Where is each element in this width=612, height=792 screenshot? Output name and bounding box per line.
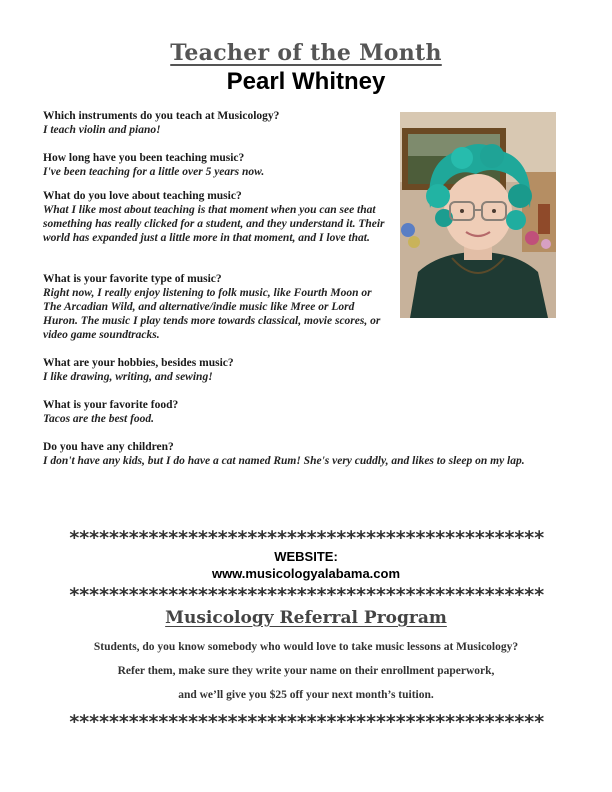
answer: I like drawing, writing, and sewing! xyxy=(43,371,213,383)
referral-text: and we’ll give you $25 off your next month’s tuition. xyxy=(178,689,434,701)
qa-item xyxy=(43,151,391,179)
question: What are your hobbies, besides music? xyxy=(43,357,234,369)
teacher-photo xyxy=(400,112,556,318)
question: How long have you been teaching music? xyxy=(43,152,245,164)
question: Do you have any children? xyxy=(43,441,174,453)
star-divider: ************************************************ xyxy=(68,585,544,605)
qa-item xyxy=(43,398,553,426)
question: What is your favorite type of music? xyxy=(43,273,222,285)
answer: What I like most about teaching is that moment when you can see that something has really clicked for a student, and they understand it. Their world has expanded just a little more in that moment, and I love that. xyxy=(43,204,385,244)
answer: I've been teaching for a little over 5 years now. xyxy=(43,166,265,178)
website-url[interactable]: www.musicologyalabama.com xyxy=(211,566,401,581)
question: Which instruments do you teach at Musicology? xyxy=(43,110,280,122)
referral-text: Students, do you know somebody who would love to take music lessons at Musicology? xyxy=(93,641,519,653)
teacher-name: Pearl Whitney xyxy=(226,68,386,95)
star-divider: ************************************************ xyxy=(68,712,544,732)
answer: I don't have any kids, but I do have a cat named Rum! She's very cuddly, and likes to sleep on my lap. xyxy=(43,455,525,467)
qa-item xyxy=(43,356,553,384)
qa-item xyxy=(43,440,553,468)
qa-item xyxy=(43,189,391,245)
page-title: Teacher of the Month xyxy=(170,40,442,66)
referral-text: Refer them, make sure they write your name on their enrollment paperwork, xyxy=(117,665,495,677)
qa-item xyxy=(43,109,391,137)
question: What do you love about teaching music? xyxy=(43,190,242,202)
answer: Tacos are the best food. xyxy=(43,413,155,425)
qa-item xyxy=(43,272,391,342)
website-label: WEBSITE: xyxy=(274,549,338,564)
referral-title: Musicology Referral Program xyxy=(165,608,447,628)
answer: I teach violin and piano! xyxy=(43,124,161,136)
answer: Right now, I really enjoy listening to folk music, like Fourth Moon or The Arcadian Wild, and alternative/indie music like Mree or Lord Huron. The music I play tends more towards classical, movie scores, or video game soundtracks. xyxy=(43,287,381,341)
question: What is your favorite food? xyxy=(43,399,179,411)
star-divider: ************************************************ xyxy=(68,528,544,548)
